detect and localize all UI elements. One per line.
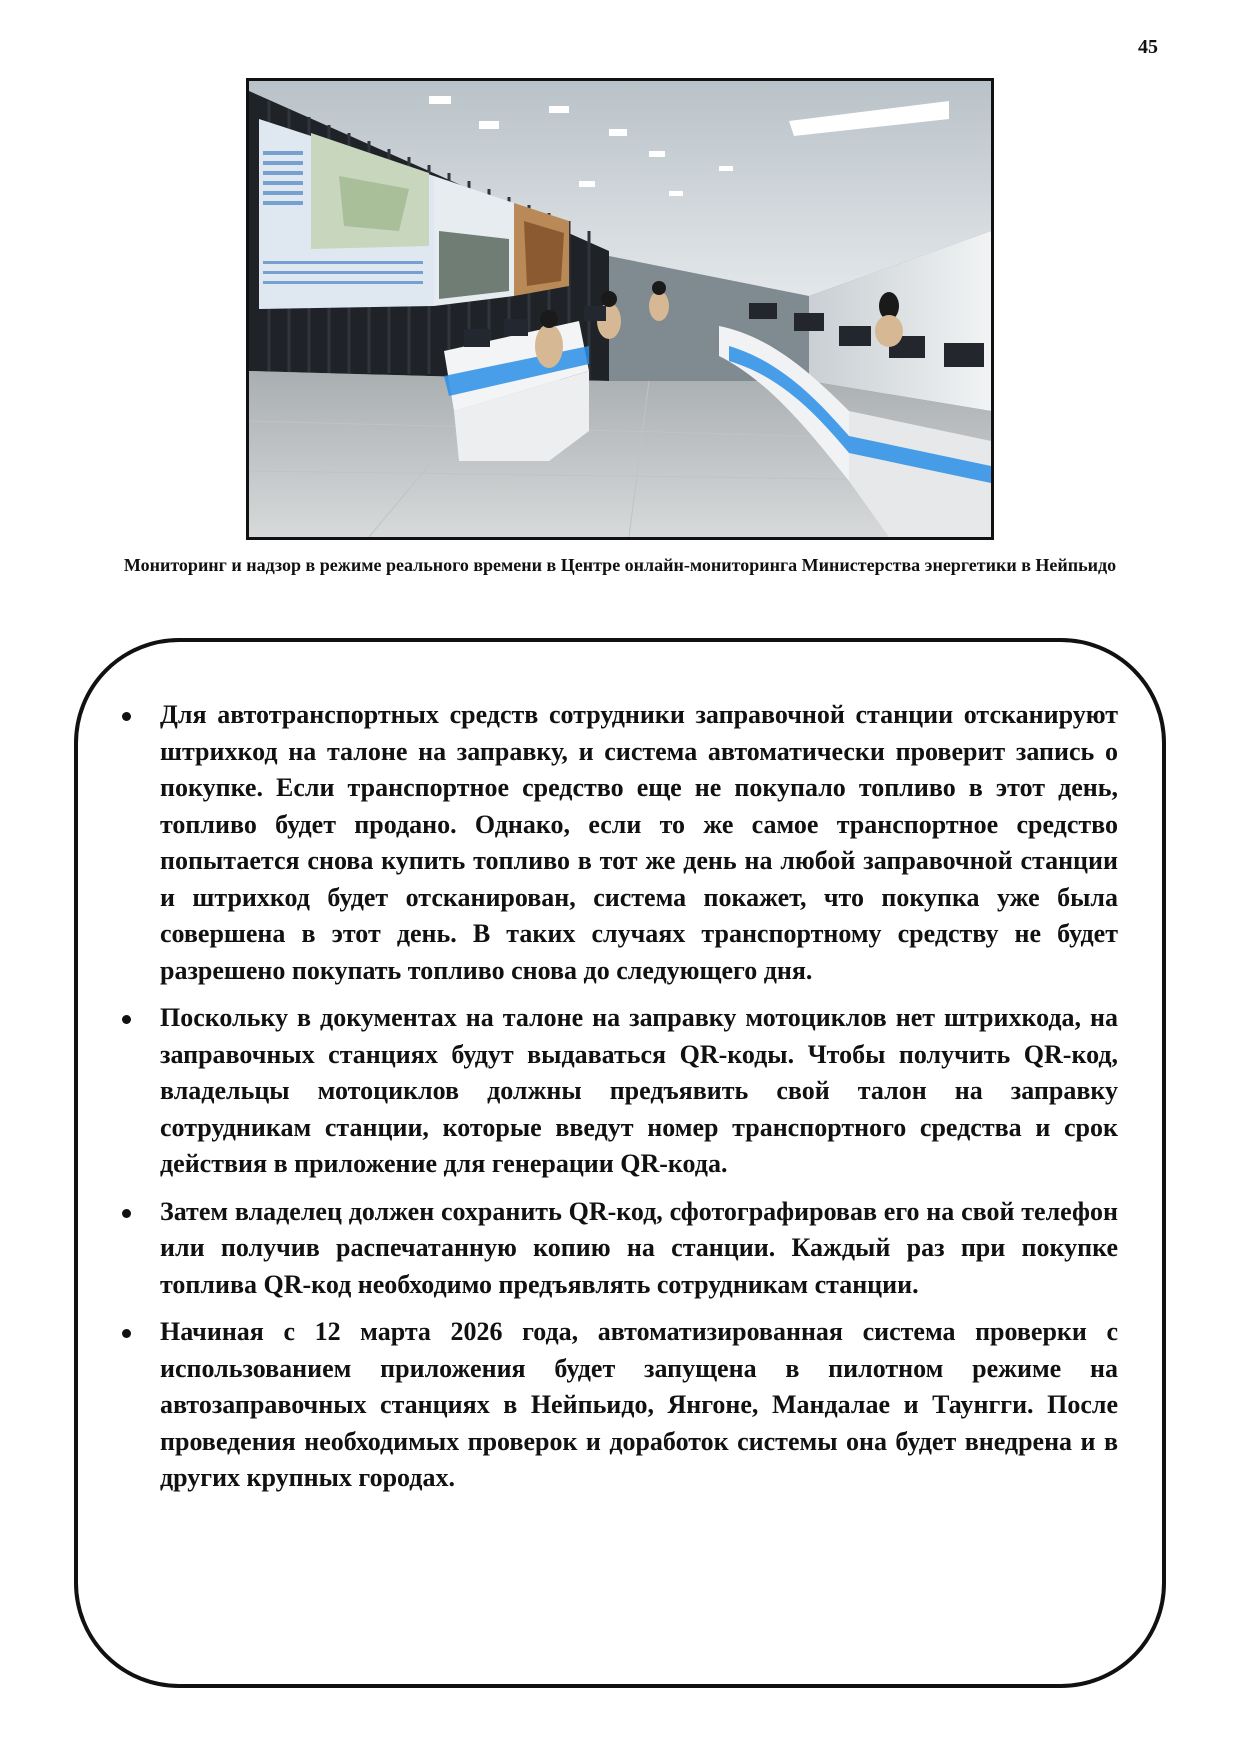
list-item-text: Затем владелец должен сохранить QR-код, сфотографировав его на свой телефон или получив распечатанную копию на станции. Каждый раз при покупке топлива QR-код необходимо предъявлять сотрудникам станции.: [160, 1196, 1118, 1299]
figure-caption: Мониторинг и надзор в режиме реального времени в Центре онлайн-мониторинга Министерства энергетики в Нейпьидо: [123, 555, 1117, 575]
bullet-icon: [122, 1329, 131, 1338]
list-item: [118, 1194, 1118, 1304]
list-item: [118, 1314, 1118, 1497]
control-room-photo: [246, 78, 994, 540]
bullet-list: [118, 697, 1118, 1508]
list-item-text: Поскольку в документах на талоне на заправку мотоциклов нет штрихкода, на заправочных станциях будут выдаваться QR-коды. Чтобы получить QR-код, владельцы мотоциклов должны предъявить свой талон на заправку сотрудникам станции, которые введут номер транспортного средства и срок действия в приложение для генерации QR-кода.: [160, 1003, 1118, 1178]
list-item-text: Для автотранспортных средств сотрудники заправочной станции отсканируют штрихкод на талоне на заправку, и система автоматически проверит запись о покупке. Если транспортное средство еще не покупало топливо в этот день, топливо будет продано. Однако, если то же самое транспортное средство попытается снова купить топливо в тот же день на любой заправочной станции и штрихкод будет отсканирован, система покажет, что покупка уже была совершена в этот день. В таких случаях транспортному средству не будет разрешено покупать топливо снова до следующего дня.: [160, 700, 1118, 985]
bullet-icon: [122, 1015, 131, 1024]
page-number: 45: [1138, 36, 1158, 58]
list-item-text: Начиная с 12 марта 2026 года, автоматизированная система проверки с использованием приложения будет запущена в пилотном режиме на автозаправочных станциях в Нейпьидо, Янгоне, Мандалае и Таунгги. После проведения необходимых проверок и доработок системы она будет внедрена и в других крупных городах.: [160, 1317, 1118, 1492]
bullet-icon: [122, 1209, 131, 1218]
bullet-icon: [122, 712, 131, 721]
list-item: [118, 1000, 1118, 1183]
list-item: [118, 697, 1118, 989]
